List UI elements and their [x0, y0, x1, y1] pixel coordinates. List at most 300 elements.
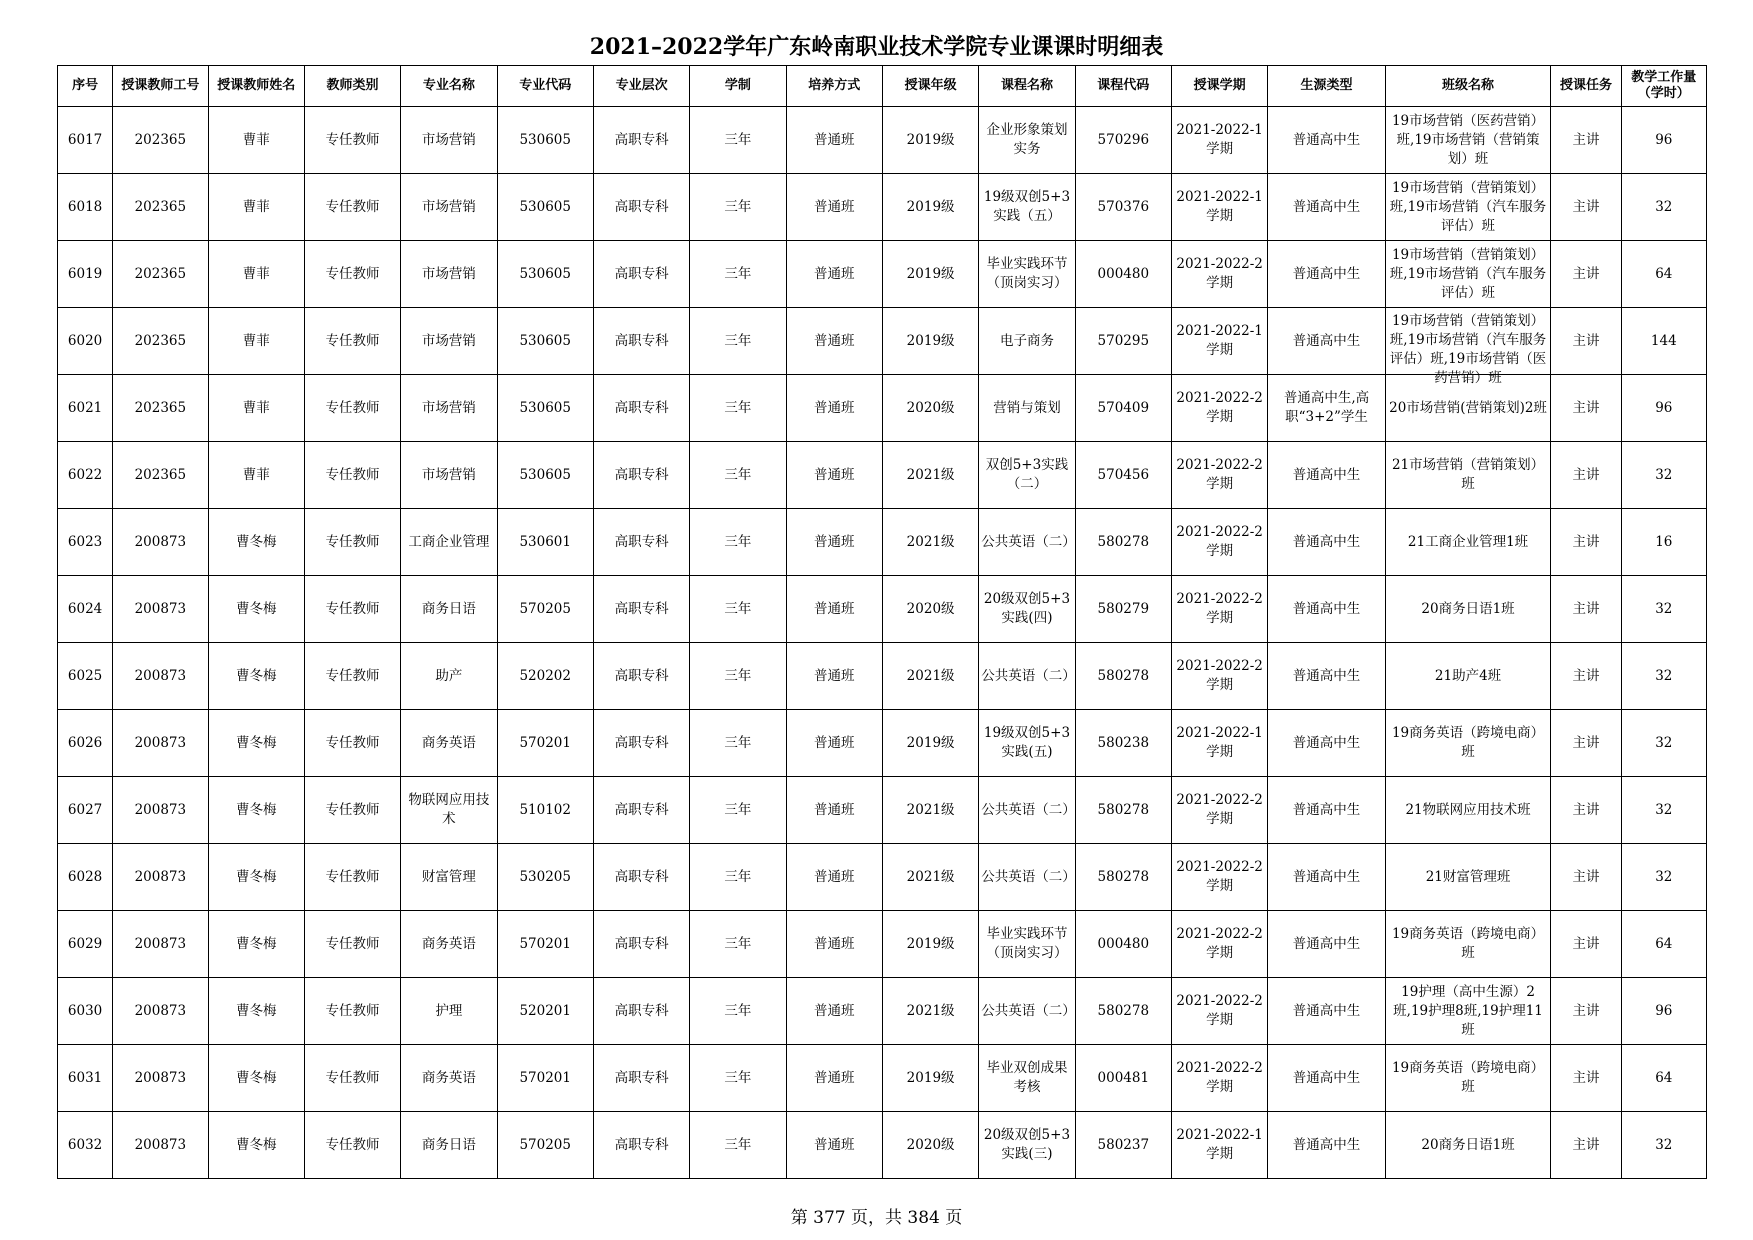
table-cell [593, 509, 689, 576]
cell-text: 高职专科 [614, 600, 669, 617]
column-header: 授课教师姓名 [208, 66, 304, 107]
table-cell [979, 777, 1075, 844]
table-row [58, 576, 1707, 643]
table-cell [497, 174, 593, 241]
table-cell [497, 777, 593, 844]
cell-text: 工商企业管理 [408, 533, 490, 550]
cell-text: 三年 [724, 131, 752, 148]
table-cell [1621, 777, 1706, 844]
cell-text: 曹冬梅 [235, 1136, 277, 1153]
table-cell [58, 576, 113, 643]
cell-text: 2019级 [906, 734, 955, 751]
cell-text: 19级双创5+3实践（五） [983, 189, 1071, 224]
table-cell [1551, 241, 1621, 308]
cell-text: 2021级 [906, 801, 955, 818]
table-cell [1385, 107, 1551, 174]
table-cell [58, 509, 113, 576]
cell-text: 曹菲 [242, 399, 270, 416]
cell-text: 530601 [519, 533, 571, 550]
cell-text: 普通班 [814, 198, 855, 215]
table-cell [1268, 1112, 1385, 1179]
table-cell [58, 308, 113, 375]
cell-text: 专任教师 [325, 935, 380, 952]
cell-text: 000481 [1097, 1069, 1150, 1086]
cell-text: 19商务英语（跨境电商）班 [1391, 926, 1545, 961]
table-cell [304, 174, 400, 241]
cell-text: 曹冬梅 [235, 734, 277, 751]
table-cell [690, 241, 786, 308]
cell-text: 570201 [519, 1069, 571, 1086]
cell-text: 普通高中生 [1292, 466, 1361, 483]
cell-text: 主讲 [1572, 1136, 1600, 1153]
cell-text: 高职专科 [614, 1069, 669, 1086]
cell-text: 专任教师 [325, 265, 380, 282]
cell-text: 570205 [519, 1136, 571, 1153]
cell-text: 21市场营销（营销策划）班 [1391, 457, 1545, 492]
table-cell [1621, 710, 1706, 777]
cell-text: 570456 [1097, 466, 1150, 483]
cell-text: 普通高中生 [1292, 600, 1361, 617]
table-cell [1268, 710, 1385, 777]
cell-text: 普通高中生 [1292, 265, 1361, 282]
table-cell [1075, 375, 1171, 442]
cell-text: 6029 [67, 935, 103, 952]
cell-text: 主讲 [1572, 801, 1600, 818]
table-header-row [58, 66, 1707, 107]
cell-text: 主讲 [1572, 868, 1600, 885]
table-cell [1075, 710, 1171, 777]
cell-text: 19商务英语（跨境电商）班 [1391, 725, 1545, 760]
table-cell [58, 375, 113, 442]
table-cell [1075, 777, 1171, 844]
cell-text: 19市场营销（营销策划）班,19市场营销（汽车服务评估）班 [1389, 179, 1547, 234]
cell-text: 普通班 [814, 399, 855, 416]
cell-text: 三年 [724, 801, 752, 818]
table-cell [1171, 978, 1267, 1045]
cell-text: 202365 [134, 131, 187, 148]
cell-text: 曹冬梅 [235, 1002, 277, 1019]
cell-text: 530605 [519, 198, 571, 215]
cell-text: 曹菲 [242, 198, 270, 215]
column-header: 学制 [690, 66, 786, 107]
cell-text: 20级双创5+3实践(四) [983, 591, 1071, 626]
table-cell [690, 442, 786, 509]
table-cell [690, 1112, 786, 1179]
cell-text: 510102 [519, 801, 571, 818]
table-cell [690, 308, 786, 375]
cell-text: 企业形象策划实务 [986, 122, 1068, 157]
cell-text: 曹冬梅 [235, 600, 277, 617]
cell-text: 6030 [67, 1002, 103, 1019]
table-cell [1621, 509, 1706, 576]
cell-text: 专任教师 [325, 1069, 380, 1086]
table-cell [1171, 1045, 1267, 1112]
table-cell [1075, 978, 1171, 1045]
column-header: 授课教师工号 [113, 66, 208, 107]
table-row [58, 107, 1707, 174]
cell-text: 专任教师 [325, 1136, 380, 1153]
table-cell [979, 509, 1075, 576]
table-cell [593, 1045, 689, 1112]
cell-text: 高职专科 [614, 868, 669, 885]
cell-text: 580278 [1097, 667, 1150, 684]
table-cell [497, 978, 593, 1045]
table-cell [882, 978, 978, 1045]
table-cell [593, 241, 689, 308]
table-cell [497, 1112, 593, 1179]
table-cell [58, 844, 113, 911]
cell-text: 普通高中生 [1292, 734, 1361, 751]
cell-text: 530205 [519, 868, 571, 885]
table-cell [401, 174, 497, 241]
cell-text: 高职专科 [614, 667, 669, 684]
cell-text: 530605 [519, 466, 571, 483]
cell-text: 202365 [134, 332, 187, 349]
table-cell [882, 710, 978, 777]
table-cell [208, 1045, 304, 1112]
cell-text: 高职专科 [614, 1002, 669, 1019]
table-cell [113, 643, 208, 710]
cell-text: 主讲 [1572, 131, 1600, 148]
table-cell [979, 576, 1075, 643]
cell-text: 580279 [1097, 600, 1150, 617]
table-cell [113, 308, 208, 375]
cell-text: 专任教师 [325, 868, 380, 885]
table-cell [1385, 1112, 1551, 1179]
cell-text: 2021-2022-1学期 [1176, 122, 1263, 157]
table-cell [786, 978, 882, 1045]
table-cell [1621, 844, 1706, 911]
table-cell [1268, 375, 1385, 442]
column-header: 生源类型 [1268, 66, 1385, 107]
table-cell [1268, 643, 1385, 710]
table-cell [1075, 1112, 1171, 1179]
cell-text: 2021-2022-1学期 [1176, 725, 1263, 760]
table-cell [1075, 509, 1171, 576]
cell-text: 32 [1655, 600, 1673, 617]
cell-text: 20商务日语1班 [1421, 1136, 1515, 1153]
cell-text: 520202 [519, 667, 571, 684]
cell-text: 普通班 [814, 265, 855, 282]
cell-text: 高职专科 [614, 801, 669, 818]
cell-text: 21财富管理班 [1425, 868, 1511, 885]
cell-text: 普通班 [814, 667, 855, 684]
table-cell [1621, 241, 1706, 308]
table-cell [304, 911, 400, 978]
table-cell [882, 308, 978, 375]
table-cell [1551, 1045, 1621, 1112]
table-cell [1621, 308, 1706, 375]
table-cell [1075, 844, 1171, 911]
table-cell [401, 241, 497, 308]
column-header: 班级名称 [1385, 66, 1551, 107]
table-cell [401, 643, 497, 710]
cell-text: 商务英语 [421, 1069, 476, 1086]
table-cell [58, 643, 113, 710]
table-cell [58, 978, 113, 1045]
table-cell [882, 1112, 978, 1179]
cell-text: 普通高中生 [1292, 198, 1361, 215]
table-cell [401, 777, 497, 844]
table-cell [58, 442, 113, 509]
cell-text: 144 [1650, 332, 1677, 349]
cell-text: 公共英语（二） [981, 868, 1076, 885]
table-cell [786, 241, 882, 308]
table-cell [1075, 576, 1171, 643]
table-cell [1621, 576, 1706, 643]
cell-text: 2021-2022-2学期 [1176, 993, 1263, 1028]
table-cell [113, 576, 208, 643]
cell-text: 200873 [134, 667, 187, 684]
table-cell [497, 1045, 593, 1112]
cell-text: 21工商企业管理1班 [1407, 533, 1529, 550]
table-cell [882, 844, 978, 911]
table-cell [304, 710, 400, 777]
cell-text: 570201 [519, 734, 571, 751]
table-cell [593, 375, 689, 442]
cell-text: 570296 [1097, 131, 1150, 148]
table-cell [1551, 1112, 1621, 1179]
table-cell [58, 710, 113, 777]
table-cell [1075, 308, 1171, 375]
cell-text: 2019级 [906, 935, 955, 952]
table-cell [113, 107, 208, 174]
table-cell [1171, 375, 1267, 442]
cell-text: 普通班 [814, 801, 855, 818]
table-cell [882, 1045, 978, 1112]
table-row [58, 241, 1707, 308]
cell-text: 2021-2022-2学期 [1176, 658, 1263, 693]
table-cell [304, 442, 400, 509]
cell-text: 主讲 [1572, 466, 1600, 483]
table-cell [304, 978, 400, 1045]
cell-text: 曹冬梅 [235, 801, 277, 818]
cell-text: 6020 [67, 332, 103, 349]
cell-text: 专任教师 [325, 399, 380, 416]
cell-text: 6032 [67, 1136, 103, 1153]
table-cell [690, 576, 786, 643]
table-cell [113, 1045, 208, 1112]
table-cell [1075, 174, 1171, 241]
cell-text: 市场营销 [421, 265, 476, 282]
table-cell [786, 710, 882, 777]
cell-text: 三年 [724, 868, 752, 885]
table-cell [208, 442, 304, 509]
cell-text: 64 [1655, 1069, 1673, 1086]
cell-text: 570205 [519, 600, 571, 617]
cell-text: 2021级 [906, 667, 955, 684]
cell-text: 200873 [134, 1069, 187, 1086]
cell-text: 570295 [1097, 332, 1150, 349]
table-row [58, 643, 1707, 710]
cell-text: 电子商务 [999, 332, 1054, 349]
table-cell [113, 509, 208, 576]
table-cell [497, 509, 593, 576]
cell-text: 580237 [1097, 1136, 1150, 1153]
cell-text: 570376 [1097, 198, 1150, 215]
table-cell [1621, 174, 1706, 241]
table-cell [208, 643, 304, 710]
cell-text: 曹菲 [242, 265, 270, 282]
cell-text: 主讲 [1572, 1002, 1600, 1019]
table-cell [1268, 442, 1385, 509]
table-cell [1171, 107, 1267, 174]
table-cell [304, 509, 400, 576]
cell-text: 曹冬梅 [235, 533, 277, 550]
table-cell [497, 241, 593, 308]
table-cell [1171, 509, 1267, 576]
cell-text: 530605 [519, 131, 571, 148]
table-cell [979, 107, 1075, 174]
cell-text: 普通班 [814, 935, 855, 952]
table-cell [979, 844, 1075, 911]
cell-text: 普通班 [814, 1069, 855, 1086]
cell-text: 公共英语（二） [981, 801, 1076, 818]
cell-text: 三年 [724, 600, 752, 617]
table-cell [690, 777, 786, 844]
table-cell [1171, 174, 1267, 241]
table-cell [1268, 174, 1385, 241]
cell-text: 主讲 [1572, 399, 1600, 416]
table-cell [208, 107, 304, 174]
cell-text: 96 [1655, 131, 1673, 148]
cell-text: 专任教师 [325, 332, 380, 349]
table-cell [1551, 576, 1621, 643]
cell-text: 96 [1655, 1002, 1673, 1019]
table-cell [304, 107, 400, 174]
cell-text: 2021级 [906, 1002, 955, 1019]
table-cell [1171, 844, 1267, 911]
table-cell [1551, 844, 1621, 911]
cell-text: 2021级 [906, 466, 955, 483]
table-cell [593, 576, 689, 643]
cell-text: 2019级 [906, 131, 955, 148]
table-cell [786, 643, 882, 710]
cell-text: 普通班 [814, 868, 855, 885]
cell-text: 主讲 [1572, 1069, 1600, 1086]
cell-text: 高职专科 [614, 399, 669, 416]
table-cell [1075, 107, 1171, 174]
cell-text: 2019级 [906, 198, 955, 215]
table-cell [786, 107, 882, 174]
table-cell [690, 911, 786, 978]
cell-text: 专任教师 [325, 466, 380, 483]
cell-text: 64 [1655, 935, 1673, 952]
cell-text: 570409 [1097, 399, 1150, 416]
table-cell [58, 1112, 113, 1179]
table-cell [1385, 576, 1551, 643]
cell-text: 202365 [134, 265, 187, 282]
table-cell [882, 442, 978, 509]
table-cell [1268, 911, 1385, 978]
cell-text: 6023 [67, 533, 103, 550]
table-cell [113, 978, 208, 1045]
column-header: 课程代码 [1075, 66, 1171, 107]
table-cell [1621, 442, 1706, 509]
cell-text: 双创5+3实践（二） [985, 457, 1069, 492]
cell-text: 曹冬梅 [235, 868, 277, 885]
table-cell [208, 576, 304, 643]
table-cell [1385, 844, 1551, 911]
cell-text: 64 [1655, 265, 1673, 282]
table-cell [208, 308, 304, 375]
cell-text: 专任教师 [325, 734, 380, 751]
document-title: 2021–2022学年广东岭南职业技术学院专业课课时明细表 [589, 34, 1164, 60]
table-cell [1268, 978, 1385, 1045]
cell-text: 2021-2022-2学期 [1176, 1060, 1263, 1095]
table-cell [497, 911, 593, 978]
cell-text: 2020级 [906, 1136, 955, 1153]
table-cell [1385, 308, 1551, 386]
table-cell [690, 978, 786, 1045]
cell-text: 高职专科 [614, 466, 669, 483]
cell-text: 高职专科 [614, 533, 669, 550]
table-cell [1268, 576, 1385, 643]
table-cell [1621, 1112, 1706, 1179]
table-cell [304, 1112, 400, 1179]
cell-text: 高职专科 [614, 332, 669, 349]
cell-text: 32 [1655, 734, 1673, 751]
cell-text: 16 [1655, 533, 1673, 550]
table-cell [497, 643, 593, 710]
cell-text: 19市场营销（医药营销）班,19市场营销（营销策划）班 [1391, 112, 1545, 167]
table-row [58, 1112, 1707, 1179]
table-cell [786, 509, 882, 576]
table-cell [979, 174, 1075, 241]
table-cell [882, 777, 978, 844]
table-cell [1551, 174, 1621, 241]
cell-text: 三年 [724, 399, 752, 416]
cell-text: 2021-2022-2学期 [1176, 457, 1263, 492]
table-cell [401, 911, 497, 978]
table-cell [1171, 643, 1267, 710]
table-row [58, 174, 1707, 241]
table-row [58, 710, 1707, 777]
table-cell [1075, 241, 1171, 308]
cell-text: 高职专科 [614, 734, 669, 751]
table-cell [1385, 1045, 1551, 1112]
table-cell [690, 107, 786, 174]
cell-text: 普通高中生 [1292, 533, 1361, 550]
cell-text: 市场营销 [421, 198, 476, 215]
cell-text: 主讲 [1572, 265, 1600, 282]
cell-text: 32 [1655, 198, 1673, 215]
table-cell [208, 777, 304, 844]
cell-text: 专任教师 [325, 667, 380, 684]
cell-text: 32 [1655, 667, 1673, 684]
cell-text: 200873 [134, 533, 187, 550]
cell-text: 2021-2022-2学期 [1176, 792, 1263, 827]
cell-text: 2019级 [906, 332, 955, 349]
cell-text: 毕业双创成果考核 [986, 1060, 1068, 1095]
cell-text: 普通高中生 [1292, 935, 1361, 952]
cell-text: 普通高中生 [1292, 332, 1361, 349]
table-row [58, 1045, 1707, 1112]
cell-text: 6028 [67, 868, 103, 885]
table-cell [1385, 978, 1551, 1045]
cell-text: 6017 [67, 131, 103, 148]
table-cell [208, 241, 304, 308]
table-cell [1075, 1045, 1171, 1112]
cell-text: 21物联网应用技术班 [1405, 801, 1531, 818]
table-cell [786, 844, 882, 911]
table-cell [497, 107, 593, 174]
table-cell [690, 844, 786, 911]
cell-text: 19市场营销（营销策划）班,19市场营销（汽车服务评估）班 [1389, 246, 1547, 301]
table-cell [690, 1045, 786, 1112]
table-cell [1621, 911, 1706, 978]
table-cell [113, 710, 208, 777]
